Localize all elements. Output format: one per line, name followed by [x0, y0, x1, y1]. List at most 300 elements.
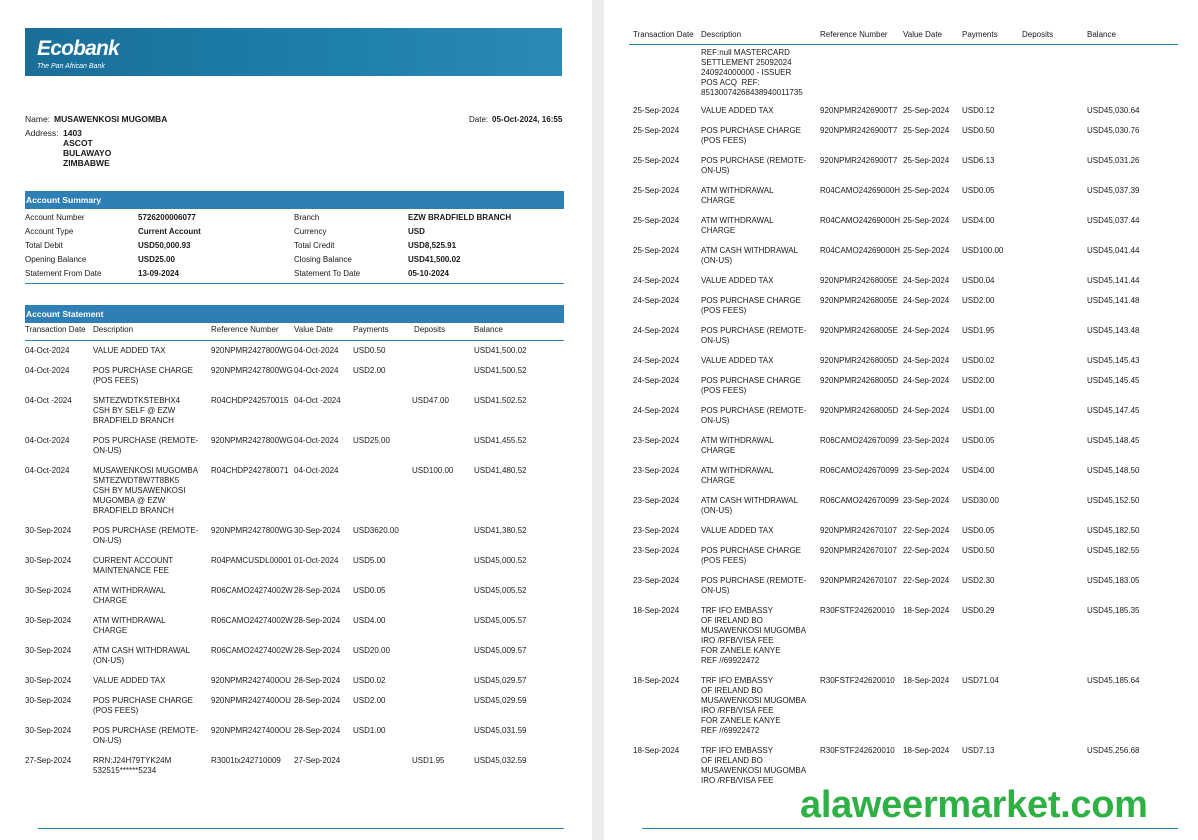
cell-transaction-date: 23-Sep-2024	[633, 436, 680, 445]
table-row	[604, 376, 1198, 406]
cell-transaction-date: 25-Sep-2024	[633, 106, 680, 115]
cell-balance: USD45,141.44	[1087, 276, 1140, 285]
cell-balance: USD45,029.59	[474, 696, 527, 705]
col-balance: Balance	[1087, 30, 1116, 39]
cell-transaction-date: 25-Sep-2024	[633, 246, 680, 255]
cell-description: SMTEZWDTKSTEBHX4 CSH BY SELF @ EZW BRADFIELD BRANCH	[93, 396, 181, 425]
col-balance: Balance	[474, 325, 503, 334]
cell-transaction-date: 27-Sep-2024	[25, 756, 72, 765]
cell-transaction-date: 30-Sep-2024	[25, 676, 72, 685]
cell-payment: USD6.13	[962, 156, 995, 165]
cell-value-date: 04-Oct-2024	[294, 466, 339, 475]
cell-balance: USD45,182.55	[1087, 546, 1140, 555]
cell-balance: USD45,148.50	[1087, 466, 1140, 475]
cell-reference: R06CAMO242670099	[820, 496, 899, 505]
cell-transaction-date: 04-Oct-2024	[25, 346, 70, 355]
cell-value-date: 23-Sep-2024	[903, 496, 950, 505]
table-row	[604, 406, 1198, 436]
summary-label: Statement To Date	[294, 269, 361, 278]
cell-description: POS PURCHASE (REMOTE- ON-US)	[93, 726, 199, 745]
cell-description: ATM WITHDRAWAL CHARGE	[701, 466, 774, 485]
cell-reference: R3001tx242710009	[211, 756, 281, 765]
cell-value-date: 22-Sep-2024	[903, 526, 950, 535]
table-row	[0, 436, 592, 466]
cell-balance: USD45,145.43	[1087, 356, 1140, 365]
cell-transaction-date: 30-Sep-2024	[25, 586, 72, 595]
page-footer-line	[642, 828, 1178, 829]
cell-balance: USD45,141.48	[1087, 296, 1140, 305]
cell-payment: USD25.00	[353, 436, 390, 445]
cell-balance: USD45,185.35	[1087, 606, 1140, 615]
cell-transaction-date: 30-Sep-2024	[25, 526, 72, 535]
cell-transaction-date: 04-Oct-2024	[25, 366, 70, 375]
cell-description: POS PURCHASE CHARGE (POS FEES)	[701, 546, 802, 565]
cell-description: TRF IFO EMBASSY OF IRELAND BO MUSAWENKOSI MUGOMBA IRO /RFB/VISA FEE FOR ZANELE KANYE REF //69922472	[701, 606, 807, 665]
statement-page-2	[604, 0, 1198, 840]
cell-transaction-date: 04-Oct-2024	[25, 466, 70, 475]
account-summary-header: Account Summary	[25, 191, 564, 209]
cell-value-date: 25-Sep-2024	[903, 216, 950, 225]
summary-label: Account Type	[25, 227, 74, 236]
cell-value-date: 22-Sep-2024	[903, 576, 950, 585]
cell-balance: USD45,009.57	[474, 646, 527, 655]
cell-balance: USD45,005.57	[474, 616, 527, 625]
cell-transaction-date: 04-Oct -2024	[25, 396, 72, 405]
summary-label: Closing Balance	[294, 255, 352, 264]
summary-value: Current Account	[138, 227, 201, 236]
cell-description: ATM WITHDRAWAL CHARGE	[93, 586, 166, 605]
cell-reference: R06CAMO24274002W	[211, 616, 293, 625]
cell-description: ATM WITHDRAWAL CHARGE	[701, 436, 774, 455]
cell-payment: USD0.29	[962, 606, 995, 615]
cell-transaction-date: 24-Sep-2024	[633, 376, 680, 385]
cell-payment: USD5.00	[353, 556, 386, 565]
cell-description: VALUE ADDED TAX	[701, 356, 774, 365]
cell-balance: USD45,152.50	[1087, 496, 1140, 505]
summary-value: USD	[408, 227, 425, 236]
cell-reference: R06CAMO242670099	[820, 466, 899, 475]
cell-payment: USD2.30	[962, 576, 995, 585]
cell-payment: USD20.00	[353, 646, 390, 655]
cell-transaction-date: 23-Sep-2024	[633, 496, 680, 505]
cell-balance: USD45,029.57	[474, 676, 527, 685]
cell-description: POS PURCHASE (REMOTE- ON-US)	[701, 156, 807, 175]
address-label: Address:	[25, 128, 59, 138]
cell-payment: USD0.12	[962, 106, 995, 115]
cell-value-date: 28-Sep-2024	[294, 676, 341, 685]
cell-value-date: 24-Sep-2024	[903, 326, 950, 335]
cell-reference: 920NPMR2427400OU	[211, 696, 292, 705]
cell-description: POS PURCHASE CHARGE (POS FEES)	[701, 296, 802, 315]
table-row	[604, 496, 1198, 526]
col-reference-number: Reference Number	[211, 325, 279, 334]
cell-payment: USD0.50	[353, 346, 386, 355]
col-deposits: Deposits	[1022, 30, 1054, 39]
cell-transaction-date: 30-Sep-2024	[25, 726, 72, 735]
cell-reference: 920NPMR242670107	[820, 576, 897, 585]
cell-payment: USD2.00	[353, 696, 386, 705]
cell-reference: R06CAMO242670099	[820, 436, 899, 445]
cell-balance: USD45,031.26	[1087, 156, 1140, 165]
cell-description: POS PURCHASE (REMOTE- ON-US)	[701, 576, 807, 595]
cell-description: POS PURCHASE CHARGE (POS FEES)	[93, 366, 194, 385]
cell-reference: 920NPMR24268005D	[820, 376, 899, 385]
cell-description: TRF IFO EMBASSY OF IRELAND BO MUSAWENKOSI MUGOMBA IRO /RFB/VISA FEE	[701, 746, 807, 785]
cell-transaction-date: 23-Sep-2024	[633, 576, 680, 585]
cell-balance: USD45,037.39	[1087, 186, 1140, 195]
address-line-1: 1403	[63, 128, 82, 138]
cell-balance: USD41,500.02	[474, 346, 527, 355]
cell-balance: USD41,455.52	[474, 436, 527, 445]
cell-balance: USD45,030.76	[1087, 126, 1140, 135]
cell-reference: 920NPMR24268005E	[820, 296, 898, 305]
cell-transaction-date: 18-Sep-2024	[633, 746, 680, 755]
cell-reference: R04CAMO24269000H	[820, 186, 901, 195]
cell-value-date: 24-Sep-2024	[903, 406, 950, 415]
cell-payment: USD30.00	[962, 496, 999, 505]
cell-balance: USD45,256.68	[1087, 746, 1140, 755]
cell-payment: USD0.05	[962, 436, 995, 445]
cell-payment: USD1.00	[353, 726, 386, 735]
cell-description: POS PURCHASE CHARGE (POS FEES)	[93, 696, 194, 715]
cell-reference: R06CAMO24274002W	[211, 646, 293, 655]
cell-reference: R04PAMCUSDL00001	[211, 556, 292, 565]
cell-payment: USD0.05	[962, 526, 995, 535]
summary-value: 5726200006077	[138, 213, 196, 222]
cell-value-date: 28-Sep-2024	[294, 616, 341, 625]
cell-description: ATM WITHDRAWAL CHARGE	[93, 616, 166, 635]
address-line-4: ZIMBABWE	[63, 158, 110, 168]
address-line-3: BULAWAYO	[63, 148, 112, 158]
table-row	[604, 106, 1198, 126]
statement-page-1	[0, 0, 592, 840]
col-transaction-date: Transaction Date	[25, 325, 86, 334]
cell-reference: 920NPMR242670107	[820, 546, 897, 555]
cell-balance: USD45,031.59	[474, 726, 527, 735]
cell-reference: R30FSTF242620010	[820, 746, 895, 755]
cell-transaction-date: 25-Sep-2024	[633, 186, 680, 195]
cell-value-date: 28-Sep-2024	[294, 646, 341, 655]
cell-balance: USD45,030.64	[1087, 106, 1140, 115]
summary-value: 13-09-2024	[138, 269, 179, 278]
col-description: Description	[701, 30, 742, 39]
table-row	[604, 356, 1198, 376]
cell-balance: USD45,183.05	[1087, 576, 1140, 585]
cell-description: RRN:J24H79TYK24M 532515******5234	[93, 756, 172, 775]
cell-payment: USD1.95	[962, 326, 995, 335]
cell-transaction-date: 30-Sep-2024	[25, 616, 72, 625]
cell-value-date: 28-Sep-2024	[294, 696, 341, 705]
cell-value-date: 24-Sep-2024	[903, 376, 950, 385]
col-description: Description	[93, 325, 134, 334]
account-statement-header: Account Statement	[25, 305, 564, 323]
cell-balance: USD45,005.52	[474, 586, 527, 595]
cell-balance: USD45,041.44	[1087, 246, 1140, 255]
cell-value-date: 25-Sep-2024	[903, 156, 950, 165]
cell-value-date: 30-Sep-2024	[294, 526, 341, 535]
table-row	[604, 466, 1198, 496]
cell-reference: 920NPMR2426900T7	[820, 106, 898, 115]
cell-value-date: 22-Sep-2024	[903, 546, 950, 555]
cell-transaction-date: 24-Sep-2024	[633, 276, 680, 285]
cell-payment: USD0.50	[962, 126, 995, 135]
cell-payment: USD3620.00	[353, 526, 399, 535]
table-row	[0, 396, 592, 436]
table-row	[604, 606, 1198, 676]
cell-transaction-date: 24-Sep-2024	[633, 296, 680, 305]
cell-value-date: 24-Sep-2024	[903, 296, 950, 305]
table-row	[604, 126, 1198, 156]
table-row	[0, 366, 592, 396]
header-divider	[25, 340, 564, 341]
table-row	[604, 186, 1198, 216]
summary-label: Currency	[294, 227, 327, 236]
cell-payment: USD2.00	[962, 296, 995, 305]
cell-reference: R04CAMO24269000H	[820, 216, 901, 225]
table-row	[0, 646, 592, 676]
name-label: Name:	[25, 114, 51, 124]
summary-label: Total Debit	[25, 241, 63, 250]
cell-payment: USD4.00	[962, 216, 995, 225]
bank-tagline: The Pan African Bank	[37, 63, 105, 70]
cell-reference: 920NPMR24268005E	[820, 276, 898, 285]
table-row	[604, 216, 1198, 246]
customer-name: MUSAWENKOSI MUGOMBA	[54, 114, 168, 124]
summary-label: Statement From Date	[25, 269, 102, 278]
table-row	[0, 696, 592, 726]
cell-value-date: 25-Sep-2024	[903, 246, 950, 255]
cell-description: POS PURCHASE (REMOTE- ON-US)	[701, 406, 807, 425]
address-line-2: ASCOT	[63, 138, 93, 148]
cell-description: ATM WITHDRAWAL CHARGE	[701, 216, 774, 235]
cell-description: MUSAWENKOSI MUGOMBA SMTEZWDT8W7T8BK5 CSH BY MUSAWENKOSI MUGOMBA @ EZW BRADFIELD BRANCH	[93, 466, 199, 515]
cell-reference: 920NPMR2427800WG	[211, 366, 293, 375]
cell-description: POS PURCHASE (REMOTE- ON-US)	[701, 326, 807, 345]
cell-balance: USD45,185.64	[1087, 676, 1140, 685]
summary-value: USD25.00	[138, 255, 175, 264]
cell-payment: USD4.00	[962, 466, 995, 475]
col-payments: Payments	[962, 30, 998, 39]
cell-reference: 920NPMR24268005D	[820, 356, 899, 365]
table-row	[604, 436, 1198, 466]
cell-transaction-date: 24-Sep-2024	[633, 356, 680, 365]
cell-reference: 920NPMR2427800WG	[211, 436, 293, 445]
table-row	[0, 616, 592, 646]
cell-balance: USD41,480.52	[474, 466, 527, 475]
cell-payment: USD71.04	[962, 676, 999, 685]
cell-description: VALUE ADDED TAX	[701, 276, 774, 285]
cell-payment: USD0.05	[353, 586, 386, 595]
summary-label: Opening Balance	[25, 255, 87, 264]
cell-balance: USD45,000.52	[474, 556, 527, 565]
cell-reference: R30FSTF242620010	[820, 676, 895, 685]
cell-transaction-date: 18-Sep-2024	[633, 676, 680, 685]
cell-reference: R30FSTF242620010	[820, 606, 895, 615]
cell-balance: USD41,380.52	[474, 526, 527, 535]
cell-balance: USD45,032.59	[474, 756, 527, 765]
cell-description: ATM CASH WITHDRAWAL (ON-US)	[701, 496, 799, 515]
cell-value-date: 04-Oct-2024	[294, 366, 339, 375]
summary-value: USD41,500.02	[408, 255, 461, 264]
cell-value-date: 25-Sep-2024	[903, 126, 950, 135]
table-row	[604, 526, 1198, 546]
table-row	[0, 586, 592, 616]
cell-reference: 920NPMR2426900T7	[820, 126, 898, 135]
table-row	[604, 156, 1198, 186]
cell-description: POS PURCHASE (REMOTE- ON-US)	[93, 436, 199, 455]
summary-value: 05-10-2024	[408, 269, 449, 278]
cell-payment: USD0.02	[353, 676, 386, 685]
cell-transaction-date: 18-Sep-2024	[633, 606, 680, 615]
cell-transaction-date: 24-Sep-2024	[633, 406, 680, 415]
cell-description: POS PURCHASE CHARGE (POS FEES)	[701, 126, 802, 145]
cell-reference: 920NPMR2427800WG	[211, 526, 293, 535]
cell-balance: USD41,500.52	[474, 366, 527, 375]
cell-description: VALUE ADDED TAX	[93, 346, 166, 355]
cell-payment: USD0.05	[962, 186, 995, 195]
table-row	[604, 676, 1198, 746]
cell-description: VALUE ADDED TAX	[701, 106, 774, 115]
summary-value: USD50,000.93	[138, 241, 191, 250]
cell-value-date: 23-Sep-2024	[903, 436, 950, 445]
cell-description: ATM CASH WITHDRAWAL (ON-US)	[701, 246, 799, 265]
cell-payment: USD4.00	[353, 616, 386, 625]
summary-label: Branch	[294, 213, 320, 222]
cell-transaction-date: 30-Sep-2024	[25, 646, 72, 655]
cell-transaction-date: 23-Sep-2024	[633, 526, 680, 535]
cell-reference: 920NPMR2427400OU	[211, 726, 292, 735]
cell-value-date: 23-Sep-2024	[903, 466, 950, 475]
cell-balance: USD45,145.45	[1087, 376, 1140, 385]
table-row	[0, 726, 592, 756]
cell-reference: R04CHDP242780071	[211, 466, 289, 475]
cell-description: CURRENT ACCOUNT MAINTENANCE FEE	[93, 556, 174, 575]
cell-description: ATM CASH WITHDRAWAL (ON-US)	[93, 646, 191, 665]
cell-payment: USD1.00	[962, 406, 995, 415]
cell-balance: USD41,502.52	[474, 396, 527, 405]
table-row	[0, 346, 592, 366]
cell-value-date: 18-Sep-2024	[903, 676, 950, 685]
table-row	[0, 556, 592, 586]
summary-value: EZW BRADFIELD BRANCH	[408, 213, 512, 222]
cell-reference: R06CAMO24274002W	[211, 586, 293, 595]
table-row	[0, 526, 592, 556]
table-row	[604, 296, 1198, 326]
cell-deposit: USD100.00	[412, 466, 454, 475]
table-row	[0, 676, 592, 696]
watermark: alaweermarket.com	[800, 784, 1148, 826]
cell-payment: USD100.00	[962, 246, 1004, 255]
bank-logo: Ecobank	[37, 37, 119, 60]
cell-payment: USD7.13	[962, 746, 995, 755]
cell-description: TRF IFO EMBASSY OF IRELAND BO MUSAWENKOSI MUGOMBA IRO /RFB/VISA FEE FOR ZANELE KANYE REF //69922472	[701, 676, 807, 735]
cell-transaction-date: 25-Sep-2024	[633, 156, 680, 165]
date-label: Date:	[469, 115, 489, 124]
cell-transaction-date: 25-Sep-2024	[633, 216, 680, 225]
cell-value-date: 28-Sep-2024	[294, 726, 341, 735]
cell-description: VALUE ADDED TAX	[93, 676, 166, 685]
cell-description: POS PURCHASE (REMOTE- ON-US)	[93, 526, 199, 545]
cell-payment: USD0.04	[962, 276, 995, 285]
cell-payment: USD2.00	[962, 376, 995, 385]
col-transaction-date: Transaction Date	[633, 30, 694, 39]
cell-value-date: 04-Oct-2024	[294, 436, 339, 445]
table-row	[0, 466, 592, 526]
cell-balance: USD45,147.45	[1087, 406, 1140, 415]
cell-transaction-date: 30-Sep-2024	[25, 556, 72, 565]
cell-transaction-date: 24-Sep-2024	[633, 326, 680, 335]
cell-transaction-date: 23-Sep-2024	[633, 466, 680, 475]
cell-value-date: 24-Sep-2024	[903, 356, 950, 365]
cell-value-date: 04-Oct-2024	[294, 346, 339, 355]
cell-description: VALUE ADDED TAX	[701, 526, 774, 535]
cell-reference: 920NPMR2427800WG	[211, 346, 293, 355]
table-row	[604, 576, 1198, 606]
summary-value: USD8,525.91	[408, 241, 457, 250]
table-row	[0, 756, 592, 786]
cell-deposit: USD47.00	[412, 396, 449, 405]
cell-transaction-date: 25-Sep-2024	[633, 126, 680, 135]
cell-description: ATM WITHDRAWAL CHARGE	[701, 186, 774, 205]
cell-value-date: 18-Sep-2024	[903, 606, 950, 615]
cell-transaction-date: 30-Sep-2024	[25, 696, 72, 705]
header-divider	[629, 44, 1178, 45]
col-reference-number: Reference Number	[820, 30, 888, 39]
cell-reference: 920NPMR24268005D	[820, 406, 899, 415]
table-row	[604, 326, 1198, 356]
cell-value-date: 24-Sep-2024	[903, 276, 950, 285]
cell-value-date: 28-Sep-2024	[294, 586, 341, 595]
cell-value-date: 01-Oct-2024	[294, 556, 339, 565]
summary-label: Account Number	[25, 213, 85, 222]
bank-logo-banner	[25, 28, 562, 76]
continued-description: REF:null MASTERCARD SETTLEMENT 25092024 240924000000 - ISSUER POS ACQ REF: 85130074268438940011735	[701, 48, 803, 97]
cell-value-date: 25-Sep-2024	[903, 186, 950, 195]
cell-reference: 920NPMR24268005E	[820, 326, 898, 335]
cell-balance: USD45,148.45	[1087, 436, 1140, 445]
cell-reference: 920NPMR2427400OU	[211, 676, 292, 685]
cell-transaction-date: 04-Oct-2024	[25, 436, 70, 445]
cell-value-date: 25-Sep-2024	[903, 106, 950, 115]
cell-reference: 920NPMR242670107	[820, 526, 897, 535]
cell-value-date: 27-Sep-2024	[294, 756, 341, 765]
cell-balance: USD45,037.44	[1087, 216, 1140, 225]
table-row	[604, 546, 1198, 576]
table-row	[604, 246, 1198, 276]
cell-value-date: 04-Oct -2024	[294, 396, 341, 405]
cell-payment: USD2.00	[353, 366, 386, 375]
col-payments: Payments	[353, 325, 389, 334]
col-deposits: Deposits	[414, 325, 446, 334]
cell-payment: USD0.02	[962, 356, 995, 365]
summary-label: Total Credit	[294, 241, 335, 250]
cell-payment: USD0.50	[962, 546, 995, 555]
cell-balance: USD45,182.50	[1087, 526, 1140, 535]
cell-deposit: USD1.95	[412, 756, 445, 765]
cell-value-date: 18-Sep-2024	[903, 746, 950, 755]
cell-description: POS PURCHASE CHARGE (POS FEES)	[701, 376, 802, 395]
summary-divider	[25, 283, 564, 284]
cell-reference: R04CHDP242570015	[211, 396, 289, 405]
cell-balance: USD45,143.48	[1087, 326, 1140, 335]
page-footer-line	[38, 828, 564, 829]
cell-reference: 920NPMR2426900T7	[820, 156, 898, 165]
cell-transaction-date: 23-Sep-2024	[633, 546, 680, 555]
col-value-date: Value Date	[903, 30, 942, 39]
cell-reference: R04CAMO24269000H	[820, 246, 901, 255]
table-row	[604, 276, 1198, 296]
statement-date: 05-Oct-2024, 16:55	[492, 115, 563, 124]
